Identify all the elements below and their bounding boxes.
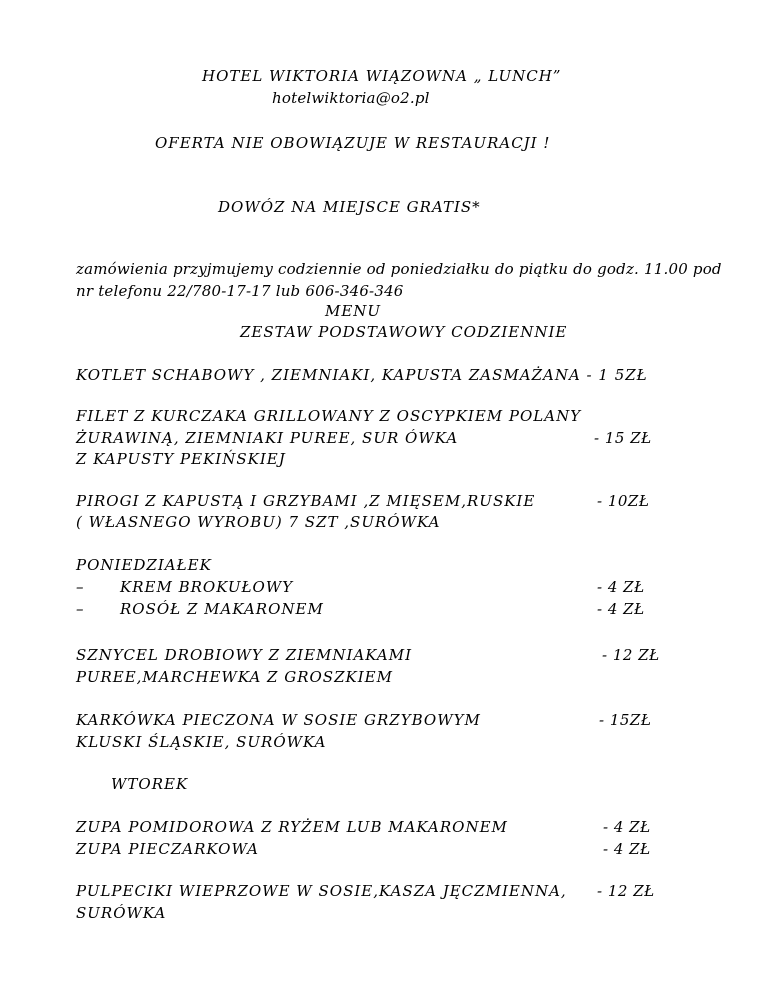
tuesday-pulpeciki-line-1: PULPECIKI WIEPRZOWE W SOSIE,KASZA JĘCZMIENNA, xyxy=(76,882,567,900)
item-filet-line-2: ŻURAWINĄ, ZIEMNIAKI PUREE, SUR ÓWKA xyxy=(76,429,459,447)
item-kotlet: KOTLET SCHABOWY , ZIEMNIAKI, KAPUSTA ZASMAŻANA - 1 5ZŁ xyxy=(76,366,648,384)
monday-soup2-price: - 4 ZŁ xyxy=(597,600,645,618)
item-filet-line-1: FILET Z KURCZAKA GRILLOWANY Z OSCYPKIEM POLANY xyxy=(76,407,582,425)
day-monday: PONIEDZIAŁEK xyxy=(76,556,212,574)
monday-soup2: ROSÓŁ Z MAKARONEM xyxy=(120,600,324,618)
delivery-notice: DOWÓZ NA MIEJSCE GRATIS* xyxy=(218,198,481,216)
tuesday-soup1: ZUPA POMIDOROWA Z RYŻEM LUB MAKARONEM xyxy=(76,818,508,836)
tuesday-soup2-price: - 4 ZŁ xyxy=(603,840,651,858)
item-pierogi-line-1: PIROGI Z KAPUSTĄ I GRZYBAMI ,Z MIĘSEM,RUSKIE xyxy=(76,492,536,510)
monday-karkowka-price: - 15ZŁ xyxy=(599,711,652,729)
monday-sznycel-line-1: SZNYCEL DROBIOWY Z ZIEMNIAKAMI xyxy=(76,646,413,664)
tuesday-soup1-price: - 4 ZŁ xyxy=(603,818,651,836)
day-tuesday: WTOREK xyxy=(111,775,189,793)
hotel-email: hotelwiktoria@o2.pl xyxy=(272,89,430,107)
item-pierogi-price: - 10ZŁ xyxy=(597,492,650,510)
menu-heading: MENU xyxy=(325,302,382,320)
monday-soup2-dash: – xyxy=(76,600,84,618)
monday-karkowka-line-2: KLUSKI ŚLĄSKIE, SURÓWKA xyxy=(76,733,327,751)
monday-sznycel-price: - 12 ZŁ xyxy=(602,646,660,664)
restaurant-notice: OFERTA NIE OBOWIĄZUJE W RESTAURACJI ! xyxy=(155,134,551,152)
tuesday-soup2: ZUPA PIECZARKOWA xyxy=(76,840,259,858)
tuesday-pulpeciki-price: - 12 ZŁ xyxy=(597,882,655,900)
item-filet-price: - 15 ZŁ xyxy=(594,429,652,447)
hotel-title: HOTEL WIKTORIA WIĄZOWNA „ LUNCH” xyxy=(202,67,562,85)
monday-soup1-price: - 4 ZŁ xyxy=(597,578,645,596)
tuesday-pulpeciki-line-2: SURÓWKA xyxy=(76,904,167,922)
item-pierogi-line-2: ( WŁASNEGO WYROBU) 7 SZT ,SURÓWKA xyxy=(76,513,441,531)
order-info-line-1: zamówienia przyjmujemy codziennie od poniedziałku do piątku do godz. 11.00 pod xyxy=(76,260,722,278)
monday-karkowka-line-1: KARKÓWKA PIECZONA W SOSIE GRZYBOWYM xyxy=(76,711,481,729)
item-filet-line-3: Z KAPUSTY PEKIŃSKIEJ xyxy=(76,450,286,468)
monday-soup1-dash: – xyxy=(76,578,84,596)
monday-soup1: KREM BROKUŁOWY xyxy=(120,578,294,596)
order-info-line-2: nr telefonu 22/780-17-17 lub 606-346-346 xyxy=(76,282,404,300)
monday-sznycel-line-2: PUREE,MARCHEWKA Z GROSZKIEM xyxy=(76,668,393,686)
daily-set-heading: ZESTAW PODSTAWOWY CODZIENNIE xyxy=(240,323,568,341)
